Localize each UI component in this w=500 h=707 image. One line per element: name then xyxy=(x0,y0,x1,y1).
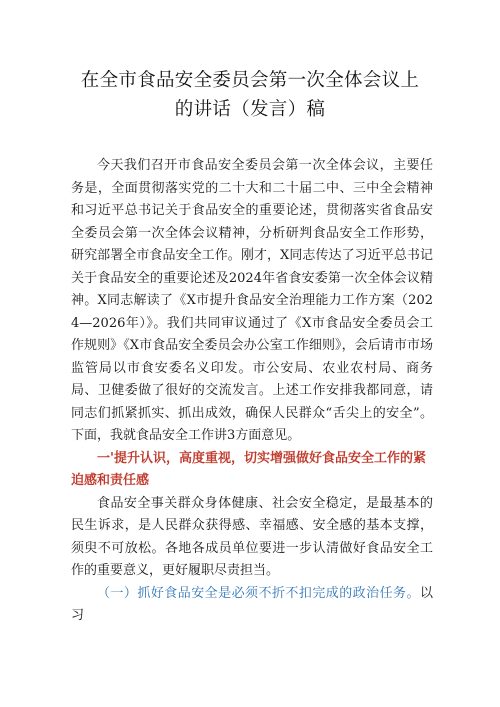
document-body xyxy=(71,155,433,628)
subsection-heading-continuation: 以习 xyxy=(71,585,433,623)
section-heading-1: 一'提升认识，高度重视，切实增强做好食品安全工作的紧迫感和责任感 xyxy=(71,450,426,488)
title-line-1: 在全市食品安全委员会第一次全体会议上 xyxy=(80,70,420,91)
page-title xyxy=(60,66,440,124)
subsection-heading-label: （一）抓好食品安全是必须不折不扣完成的政治任务。 xyxy=(97,585,420,601)
opening-paragraph: 今天我们召开市食品安全委员会第一次全体会议，主要任务是，全面贯彻落实党的二十大和二十届二中、三中全会精神和习近平总书记关于食品安全的重要论述，贯彻落实省食品安全委员会第一次全体会议精神，分析研判食品安全工作形势，研究部署全市食品安全工作。刚才，X同志传达了习近平总书记关于食品安全的重要论述及2024年省食安委第一次全体会议精神。X同志解读了《X市提升食品安全治理能力工作方案（2024—2026年）》。我们共同审议通过了《X市食品安全委员会工作规则》《X市食品安全委员会办公室工作细则》，会后请市市场监管局以市食安委名义印发。市公安局、农业农村局、商务局、卫健委做了很好的交流发言。上述工作安排我都同意，请同志们抓紧抓实、抓出成效，确保人民群众“舌尖上的安全”。下面，我就食品安全工作讲3方面意见。 xyxy=(71,158,433,443)
section-paragraph-1: 食品安全事关群众身体健康、社会安全稳定，是最基本的民生诉求，是人民群众获得感、幸福感、安全感的基本支撑，须臾不可放松。各地各成员单位要进一步认清做好食品安全工作的重要意义，更好履职尽责担当。 xyxy=(71,495,433,578)
subsection-heading-1 xyxy=(71,583,433,628)
title-line-2: 的讲话（发言）稿 xyxy=(174,99,326,120)
